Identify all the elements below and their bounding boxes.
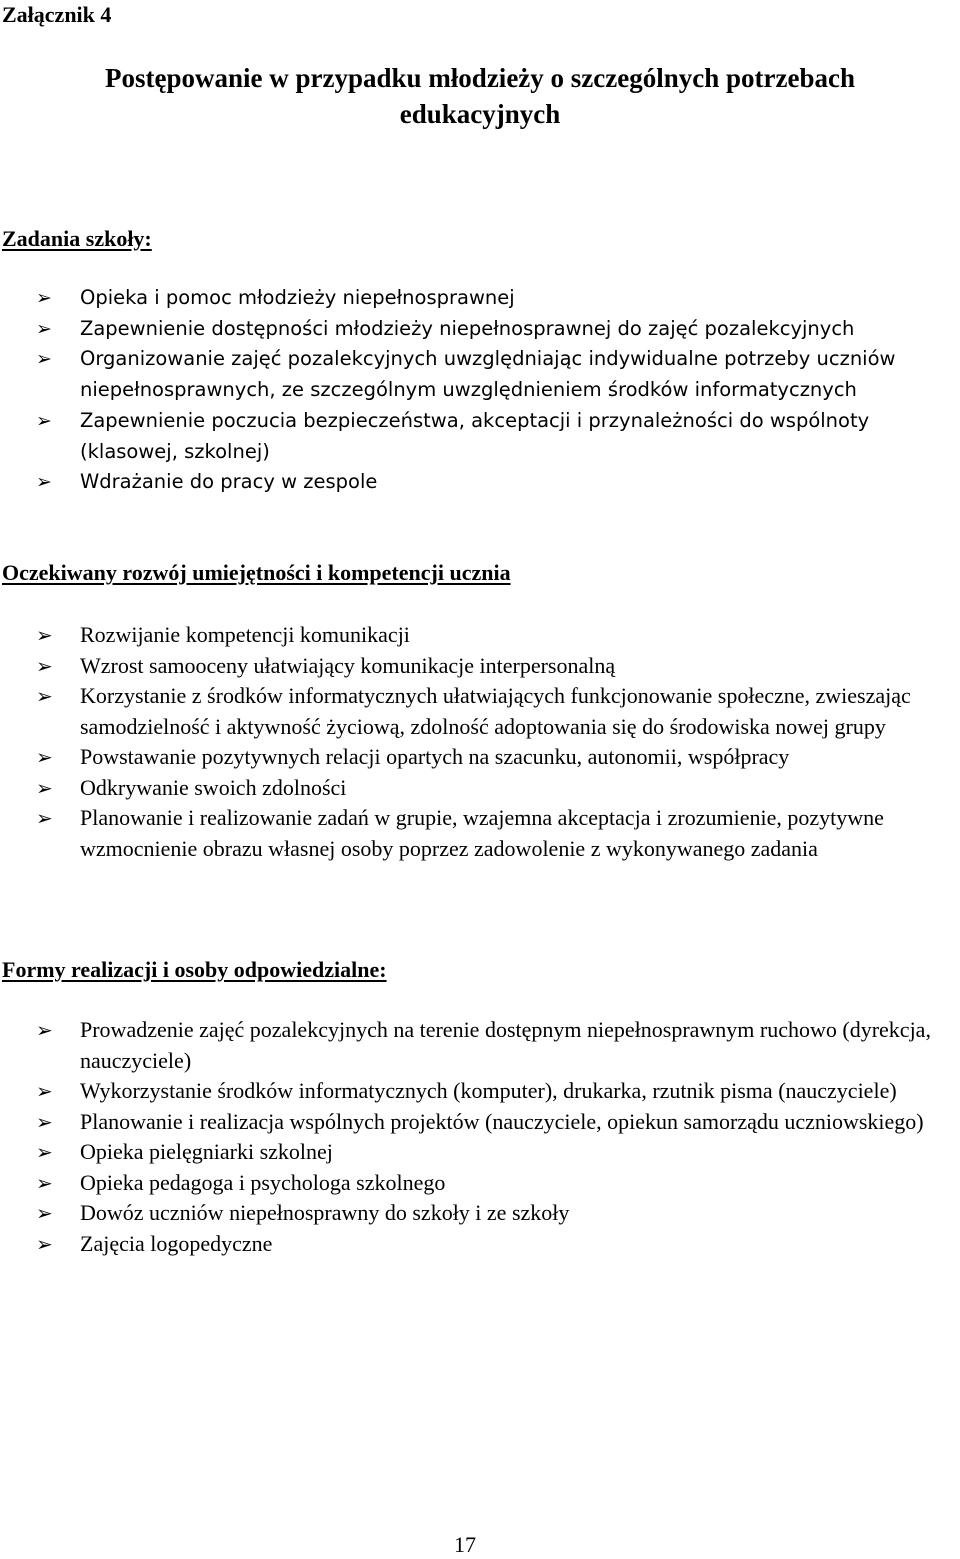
list-item: ➢ Planowanie i realizacja wspólnych projektów (nauczyciele, opiekun samorządu uczniowskiego) [0, 1107, 960, 1138]
list-item: ➢ Prowadzenie zajęć pozalekcyjnych na terenie dostępnym niepełnosprawnym ruchowo (dyrekcja, nauczyciele) [36, 1017, 931, 1073]
page-number: 17 [454, 1532, 476, 1557]
arrow-bullet-icon: ➢ [36, 684, 53, 708]
list-item: ➢ Opieka pedagoga i psychologa szkolnego [0, 1168, 960, 1199]
arrow-bullet-icon: ➢ [36, 1170, 53, 1195]
forms-responsible-list [0, 1015, 960, 1259]
list-item: ➢ Powstawanie pozytywnych relacji opartych na szacunku, autonomii, współpracy [0, 742, 960, 773]
list-item: ➢ Wzrost samooceny ułatwiający komunikacje interpersonalną [0, 651, 960, 682]
school-tasks-list [0, 283, 960, 498]
list-item: ➢ Odkrywanie swoich zdolności [0, 773, 960, 804]
arrow-bullet-icon: ➢ [36, 1109, 53, 1134]
arrow-bullet-icon: ➢ [36, 1201, 53, 1225]
list-item: ➢ Wdrażanie do pracy w zespole [0, 467, 960, 498]
list-item: ➢ Zajęcia logopedyczne [0, 1229, 960, 1260]
list-item: ➢ Opieka pielęgniarki szkolnej [0, 1137, 960, 1168]
list-item: ➢ Zapewnienie dostępności młodzieży niepełnosprawnej do zajęć pozalekcyjnych [0, 314, 960, 345]
section-heading-school-tasks: Zadania szkoły: [2, 226, 152, 251]
title-line-1: Postępowanie w przypadku młodzieży o szczególnych potrzebach [105, 63, 855, 93]
arrow-bullet-icon: ➢ [36, 471, 52, 494]
list-item: ➢ Wykorzystanie środków informatycznych (komputer), drukarka, rzutnik pisma (nauczyciele) [0, 1076, 960, 1107]
list-item: ➢ Organizowanie zajęć pozalekcyjnych uwzględniając indywidualne potrzeby uczniów niepełnosprawnych, ze szczególnym uwzględnieniem środków informatycznych [0, 344, 960, 405]
title-line-2: edukacyjnych [399, 99, 561, 129]
arrow-bullet-icon: ➢ [36, 317, 52, 340]
expected-development-list [0, 620, 960, 864]
arrow-bullet-icon: ➢ [36, 348, 52, 371]
list-item: ➢ Zapewnienie poczucia bezpieczeństwa, akceptacji i przynależności do wspólnoty (klasowej, szkolnej) [0, 406, 960, 467]
list-item: ➢ Korzystanie z środków informatycznych ułatwiających funkcjonowanie społeczne, zwieszając samodzielność i aktywność życiową, zdolność adoptowania się do środowiska nowej grupy [36, 683, 911, 739]
arrow-bullet-icon: ➢ [36, 745, 53, 769]
document-title [0, 60, 960, 132]
arrow-bullet-icon: ➢ [36, 623, 53, 647]
list-item: ➢ Dowóz uczniów niepełnosprawny do szkoły i ze szkoły [0, 1198, 960, 1229]
arrow-bullet-icon: ➢ [36, 653, 53, 678]
list-item: ➢ Opieka i pomoc młodzieży niepełnosprawnej [0, 283, 960, 314]
list-item: ➢ Planowanie i realizowanie zadań w grupie, wzajemna akceptacja i zrozumienie, pozytywne wzmocnienie obrazu własnej osoby poprzez zadowolenie z wykonywanego zadania [36, 805, 884, 861]
arrow-bullet-icon: ➢ [36, 287, 52, 309]
section-heading-expected-development: Oczekiwany rozwój umiejętności i kompetencji ucznia [2, 560, 511, 585]
arrow-bullet-icon: ➢ [36, 409, 52, 432]
arrow-bullet-icon: ➢ [36, 1231, 53, 1256]
annex-label: Załącznik 4 [2, 2, 112, 27]
arrow-bullet-icon: ➢ [36, 806, 53, 830]
section-heading-forms-responsible: Formy realizacji i osoby odpowiedzialne: [2, 957, 387, 982]
arrow-bullet-icon: ➢ [36, 1079, 53, 1103]
arrow-bullet-icon: ➢ [36, 775, 53, 800]
arrow-bullet-icon: ➢ [36, 1140, 53, 1164]
list-item: ➢ Rozwijanie kompetencji komunikacji [0, 620, 960, 651]
arrow-bullet-icon: ➢ [36, 1018, 53, 1042]
